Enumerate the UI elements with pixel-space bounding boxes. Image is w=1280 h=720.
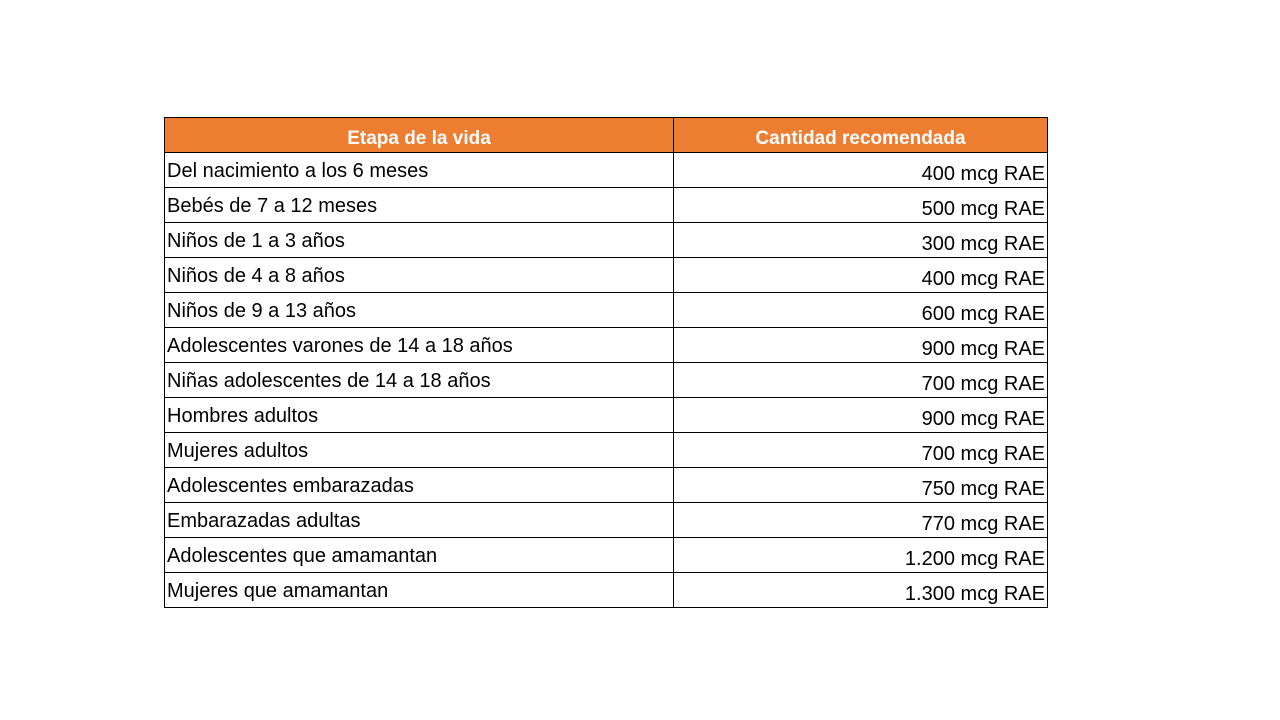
table-row <box>165 363 1048 398</box>
table-row <box>165 258 1048 293</box>
table-row <box>165 293 1048 328</box>
amount-cell: 400 mcg RAE <box>674 153 1048 188</box>
column-header-life-stage: Etapa de la vida <box>165 118 674 153</box>
table-row <box>165 188 1048 223</box>
life-stage-cell: Bebés de 7 a 12 meses <box>165 188 674 223</box>
life-stage-cell: Adolescentes que amamantan <box>165 538 674 573</box>
life-stage-cell: Mujeres que amamantan <box>165 573 674 608</box>
life-stage-cell: Adolescentes embarazadas <box>165 468 674 503</box>
amount-cell: 750 mcg RAE <box>674 468 1048 503</box>
life-stage-cell: Embarazadas adultas <box>165 503 674 538</box>
table-row <box>165 503 1048 538</box>
recommended-intake-table <box>164 117 1048 608</box>
life-stage-cell: Hombres adultos <box>165 398 674 433</box>
amount-cell: 700 mcg RAE <box>674 363 1048 398</box>
amount-cell: 600 mcg RAE <box>674 293 1048 328</box>
table-header-row <box>165 118 1048 153</box>
table-row <box>165 468 1048 503</box>
table-row <box>165 538 1048 573</box>
amount-cell: 1.200 mcg RAE <box>674 538 1048 573</box>
life-stage-cell: Mujeres adultos <box>165 433 674 468</box>
table-row <box>165 573 1048 608</box>
amount-cell: 500 mcg RAE <box>674 188 1048 223</box>
life-stage-cell: Niños de 1 a 3 años <box>165 223 674 258</box>
table-row <box>165 223 1048 258</box>
table-row <box>165 328 1048 363</box>
amount-cell: 1.300 mcg RAE <box>674 573 1048 608</box>
table-row <box>165 153 1048 188</box>
amount-cell: 770 mcg RAE <box>674 503 1048 538</box>
amount-cell: 400 mcg RAE <box>674 258 1048 293</box>
table-row <box>165 398 1048 433</box>
amount-cell: 900 mcg RAE <box>674 328 1048 363</box>
life-stage-cell: Adolescentes varones de 14 a 18 años <box>165 328 674 363</box>
life-stage-cell: Niñas adolescentes de 14 a 18 años <box>165 363 674 398</box>
table-row <box>165 433 1048 468</box>
life-stage-cell: Niños de 9 a 13 años <box>165 293 674 328</box>
life-stage-cell: Niños de 4 a 8 años <box>165 258 674 293</box>
amount-cell: 300 mcg RAE <box>674 223 1048 258</box>
amount-cell: 900 mcg RAE <box>674 398 1048 433</box>
life-stage-cell: Del nacimiento a los 6 meses <box>165 153 674 188</box>
amount-cell: 700 mcg RAE <box>674 433 1048 468</box>
column-header-recommended-amount: Cantidad recomendada <box>674 118 1048 153</box>
